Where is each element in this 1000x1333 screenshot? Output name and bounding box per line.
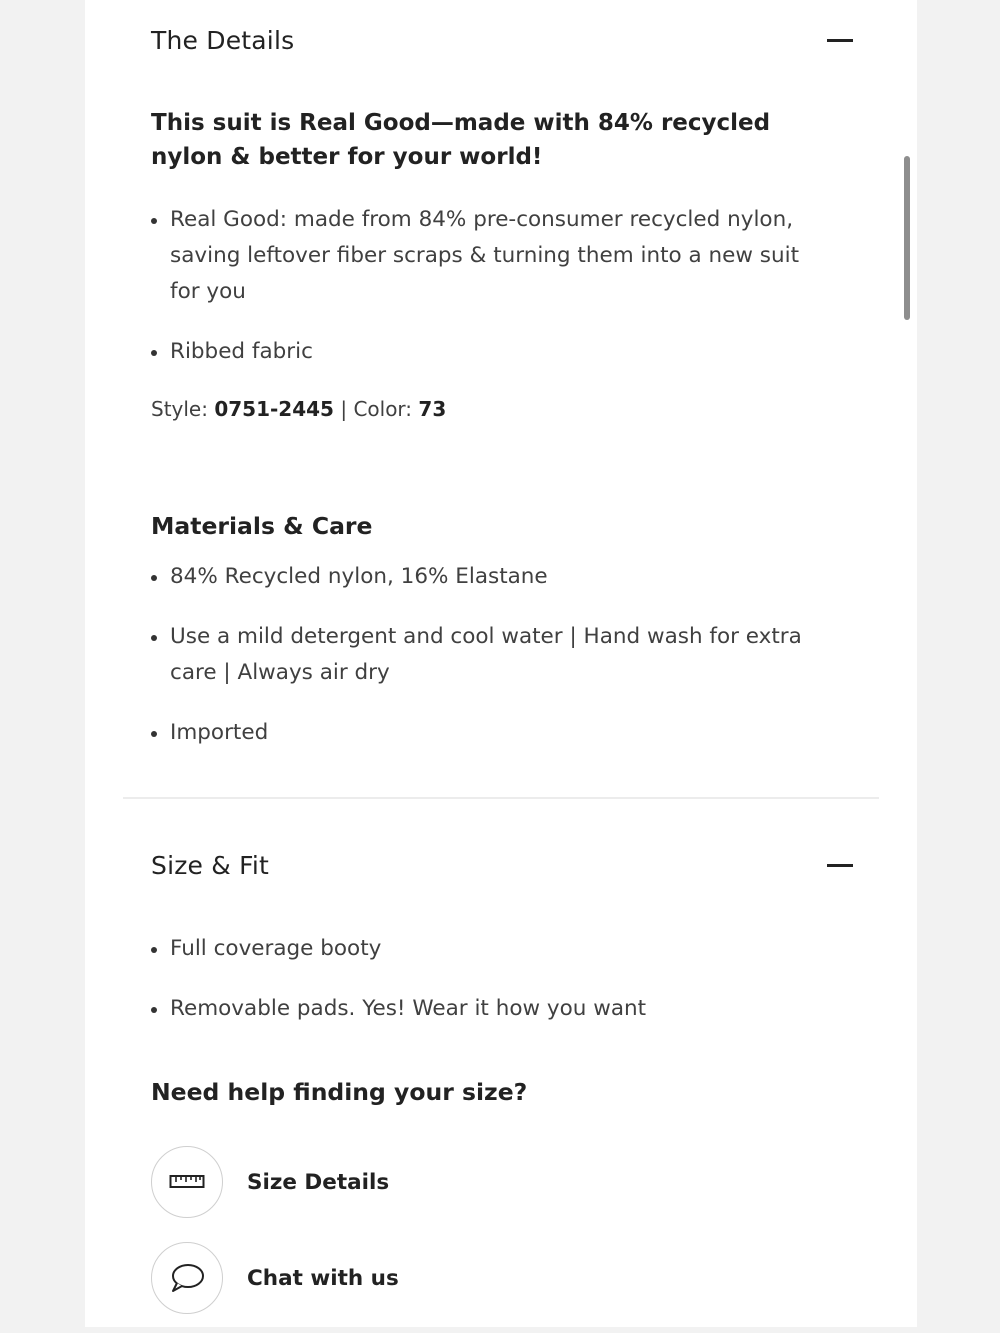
size-details-label: Size Details <box>247 1169 390 1195</box>
size-fit-collapse-button[interactable] <box>825 856 855 876</box>
product-details-panel <box>85 0 917 1327</box>
materials-title: Materials & Care <box>151 512 373 540</box>
style-color-line <box>151 397 446 421</box>
details-header[interactable] <box>151 26 855 55</box>
size-fit-list <box>151 931 811 1051</box>
ruler-icon <box>169 1173 205 1191</box>
color-label: Color: <box>353 397 419 421</box>
list-item: Full coverage booty <box>151 931 811 967</box>
chat-label: Chat with us <box>247 1265 399 1291</box>
details-list <box>151 202 811 394</box>
size-help-heading: Need help finding your size? <box>151 1078 528 1106</box>
list-item: Imported <box>151 715 811 751</box>
list-item: 84% Recycled nylon, 16% Elastane <box>151 559 811 595</box>
scrollbar-thumb[interactable] <box>904 156 910 320</box>
minus-icon <box>827 864 853 867</box>
size-details-icon-circle <box>151 1146 223 1218</box>
size-details-button[interactable] <box>151 1146 389 1218</box>
list-item: Removable pads. Yes! Wear it how you want <box>151 991 811 1027</box>
list-item: Real Good: made from 84% pre-consumer recycled nylon, saving leftover fiber scraps & turning them into a new suit for you <box>151 202 811 310</box>
style-value: 0751-2445 <box>214 397 334 421</box>
chat-icon-circle <box>151 1242 223 1314</box>
size-fit-title: Size & Fit <box>151 851 270 880</box>
details-title: The Details <box>151 26 295 55</box>
section-divider <box>123 797 879 799</box>
materials-list <box>151 559 811 775</box>
separator: | <box>333 397 354 421</box>
size-fit-header[interactable] <box>151 851 855 880</box>
style-label: Style: <box>151 397 215 421</box>
details-intro: This suit is Real Good—made with 84% recycled nylon & better for your world! <box>151 110 771 170</box>
minus-icon <box>827 39 853 42</box>
details-collapse-button[interactable] <box>825 31 855 51</box>
list-item: Ribbed fabric <box>151 334 811 370</box>
chat-button[interactable] <box>151 1242 399 1314</box>
color-value: 73 <box>418 397 447 421</box>
chat-bubble-icon <box>169 1262 205 1294</box>
list-item: Use a mild detergent and cool water | Hand wash for extra care | Always air dry <box>151 619 811 691</box>
